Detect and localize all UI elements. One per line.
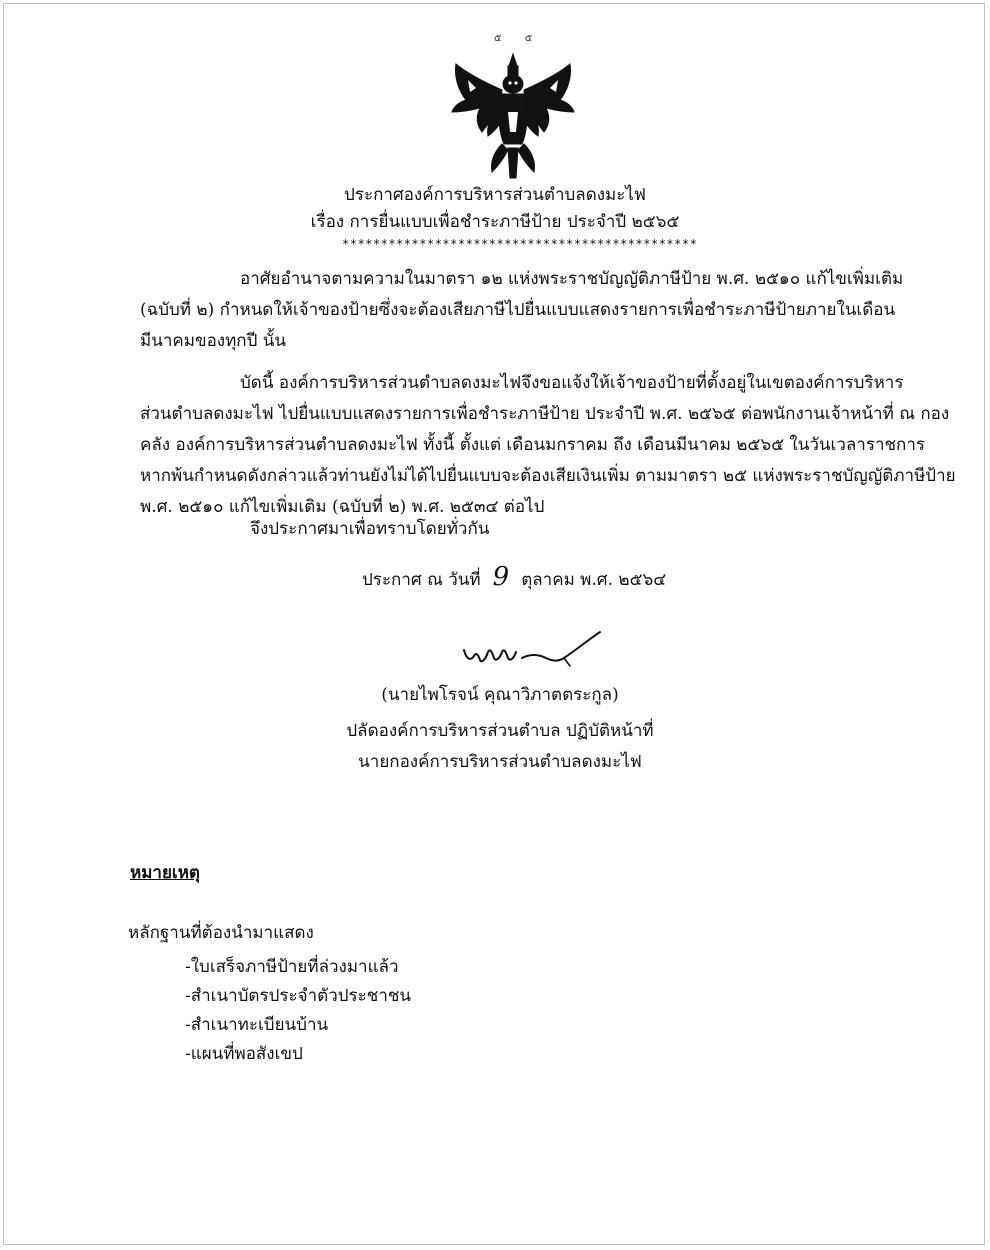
paragraph-line: คลัง องค์การบริหารส่วนตำบลดงมะไฟ ทั้งนี้ ตั้งแต่ เดือนมกราคม ถึง เดือนมีนาคม ๒๕๖๕ ในวันเวลาราชการ <box>140 435 926 455</box>
signer-position-acting: นายกองค์การบริหารส่วนตำบลดงมะไฟ <box>358 752 642 772</box>
signer-position: ปลัดองค์การบริหารส่วนตำบล ปฏิบัติหน้าที่ <box>346 721 654 741</box>
paragraph-notice <box>140 368 956 523</box>
paragraph-line: พ.ศ. ๒๕๑๐ แก้ไขเพิ่มเติม (ฉบับที่ ๒) พ.ศ. ๒๕๓๔ ต่อไป <box>140 497 545 517</box>
announcement-title: ประกาศองค์การบริหารส่วนตำบลดงมะไฟ <box>344 185 646 205</box>
date-prefix: ประกาศ ณ วันที่ <box>362 570 481 590</box>
garuda-emblem-icon <box>446 52 580 180</box>
evidence-item: -ใบเสร็จภาษีป้ายที่ล่วงมาแล้ว <box>185 957 399 977</box>
announcement-subject: เรื่อง การยื่นแบบเพื่อชำระภาษีป้าย ประจำปี ๒๕๖๕ <box>310 212 680 232</box>
signer-name: (นายไพโรจน์ คุณาวิภาตตระกูล) <box>381 685 619 705</box>
paragraph-legal-basis <box>140 264 904 357</box>
paragraph-line: มีนาคมของทุกปี นั้น <box>140 331 287 351</box>
paragraph-line: บัดนี้ องค์การบริหารส่วนตำบลดงมะไฟจึงขอแจ้งให้เจ้าของป้ายที่ตั้งอยู่ในเขตองค์การบริหาร <box>240 373 904 393</box>
date-day: 9 <box>492 562 510 592</box>
paragraph-line: หากพ้นกำหนดดังกล่าวแล้วท่านยังไม่ได้ไปยื่นแบบจะต้องเสียเงินเพิ่ม ตามมาตรา ๒๕ แห่งพระราชบัญญัติภาษีป้าย <box>140 466 956 486</box>
top-page-mark: ๕ ๕ <box>494 33 543 44</box>
evidence-title: หลักฐานที่ต้องนำมาแสดง <box>128 923 314 943</box>
evidence-item: -แผนที่พอสังเขป <box>185 1044 303 1064</box>
evidence-item: -สำเนาทะเบียนบ้าน <box>185 1015 329 1035</box>
paragraph-line: (ฉบับที่ ๒) กำหนดให้เจ้าของป้ายซึ่งจะต้องเสียภาษีไปยื่นแบบแสดงรายการเพื่อชำระภาษีป้ายภายในเดือน <box>140 300 896 320</box>
handwritten-signature <box>460 628 605 672</box>
date-month-year: ตุลาคม พ.ศ. ๒๕๖๔ <box>521 570 667 590</box>
paragraph-line: อาศัยอำนาจตามความในมาตรา ๑๒ แห่งพระราชบัญญัติภาษีป้าย พ.ศ. ๒๕๑๐ แก้ไขเพิ่มเติม <box>240 269 904 289</box>
announcement-date <box>362 562 666 595</box>
paragraph-line: ส่วนตำบลดงมะไฟ ไปยื่นแบบแสดงรายการเพื่อชำระภาษีป้าย ประจำปี พ.ศ. ๒๕๖๕ ต่อพนักงานเจ้าหน้าที่ ณ กอง <box>140 404 950 424</box>
closing-statement: จึงประกาศมาเพื่อทราบโดยทั่วกัน <box>250 519 490 539</box>
separator-stars: ********************************************** <box>342 237 698 251</box>
note-title: หมายเหตุ <box>130 863 200 883</box>
evidence-item: -สำเนาบัตรประจำตัวประชาชน <box>185 986 412 1006</box>
